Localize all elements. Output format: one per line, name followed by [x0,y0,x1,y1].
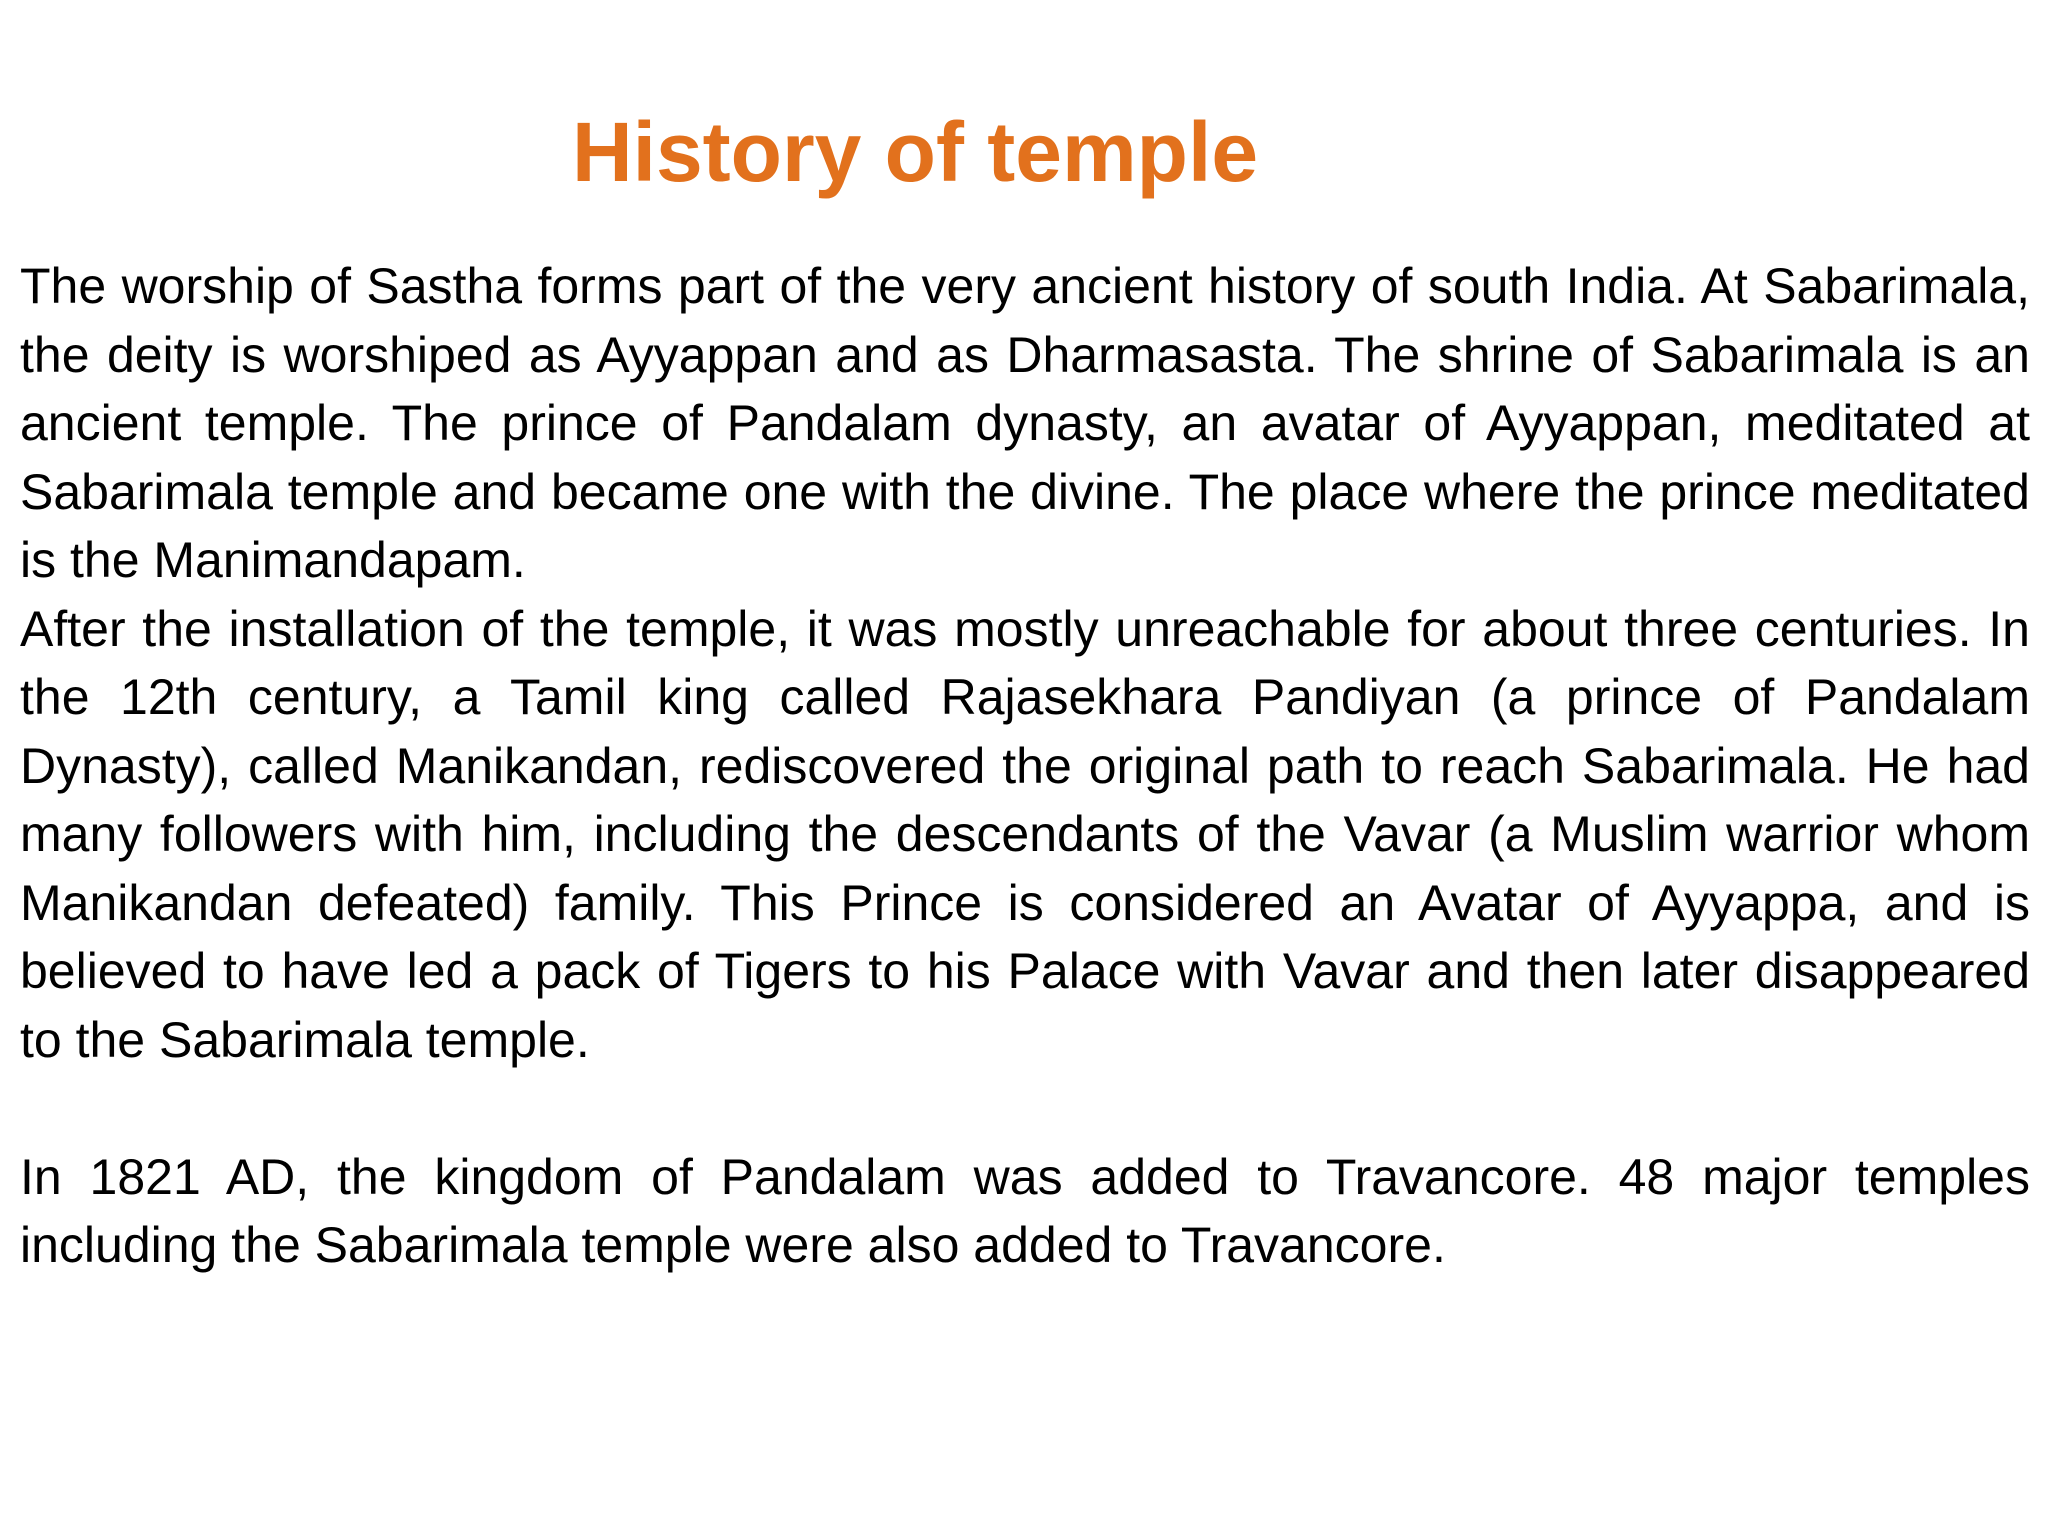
paragraph-worship: The worship of Sastha forms part of the very ancient history of south India. At Sabarimala, the deity is worshiped as Ayyappan and as Dharmasasta. The shrine of Sabarimala is an ancient temple. The prince of Pandalam dynasty, an avatar of Ayyappan, meditated at Sabarimala temple and became one with the divine. The place where the prince meditated is the Manimandapam. [20,258,2030,588]
paragraph-travancore: In 1821 AD, the kingdom of Pandalam was added to Travancore. 48 major temples including the Sabarimala temple were also added to Travancore. [20,1148,2030,1273]
slide-title: History of temple [571,105,1259,199]
slide-body [20,252,2030,1280]
paragraph-spacer [20,1074,2030,1143]
paragraph-installation: After the installation of the temple, it was mostly unreachable for about three centuries. In the 12th century, a Tamil king called Rajasekhara Pandiyan (a prince of Pandalam Dynasty), called Manikandan, rediscovered the original path to reach Sabarimala. He had many followers with him, including the descendants of the Vavar (a Muslim warrior whom Manikandan defeated) family. This Prince is considered an Avatar of Ayyappa, and is believed to have led a pack of Tigers to his Palace with Vavar and then later disappeared to the Sabarimala temple. [20,600,2030,1068]
